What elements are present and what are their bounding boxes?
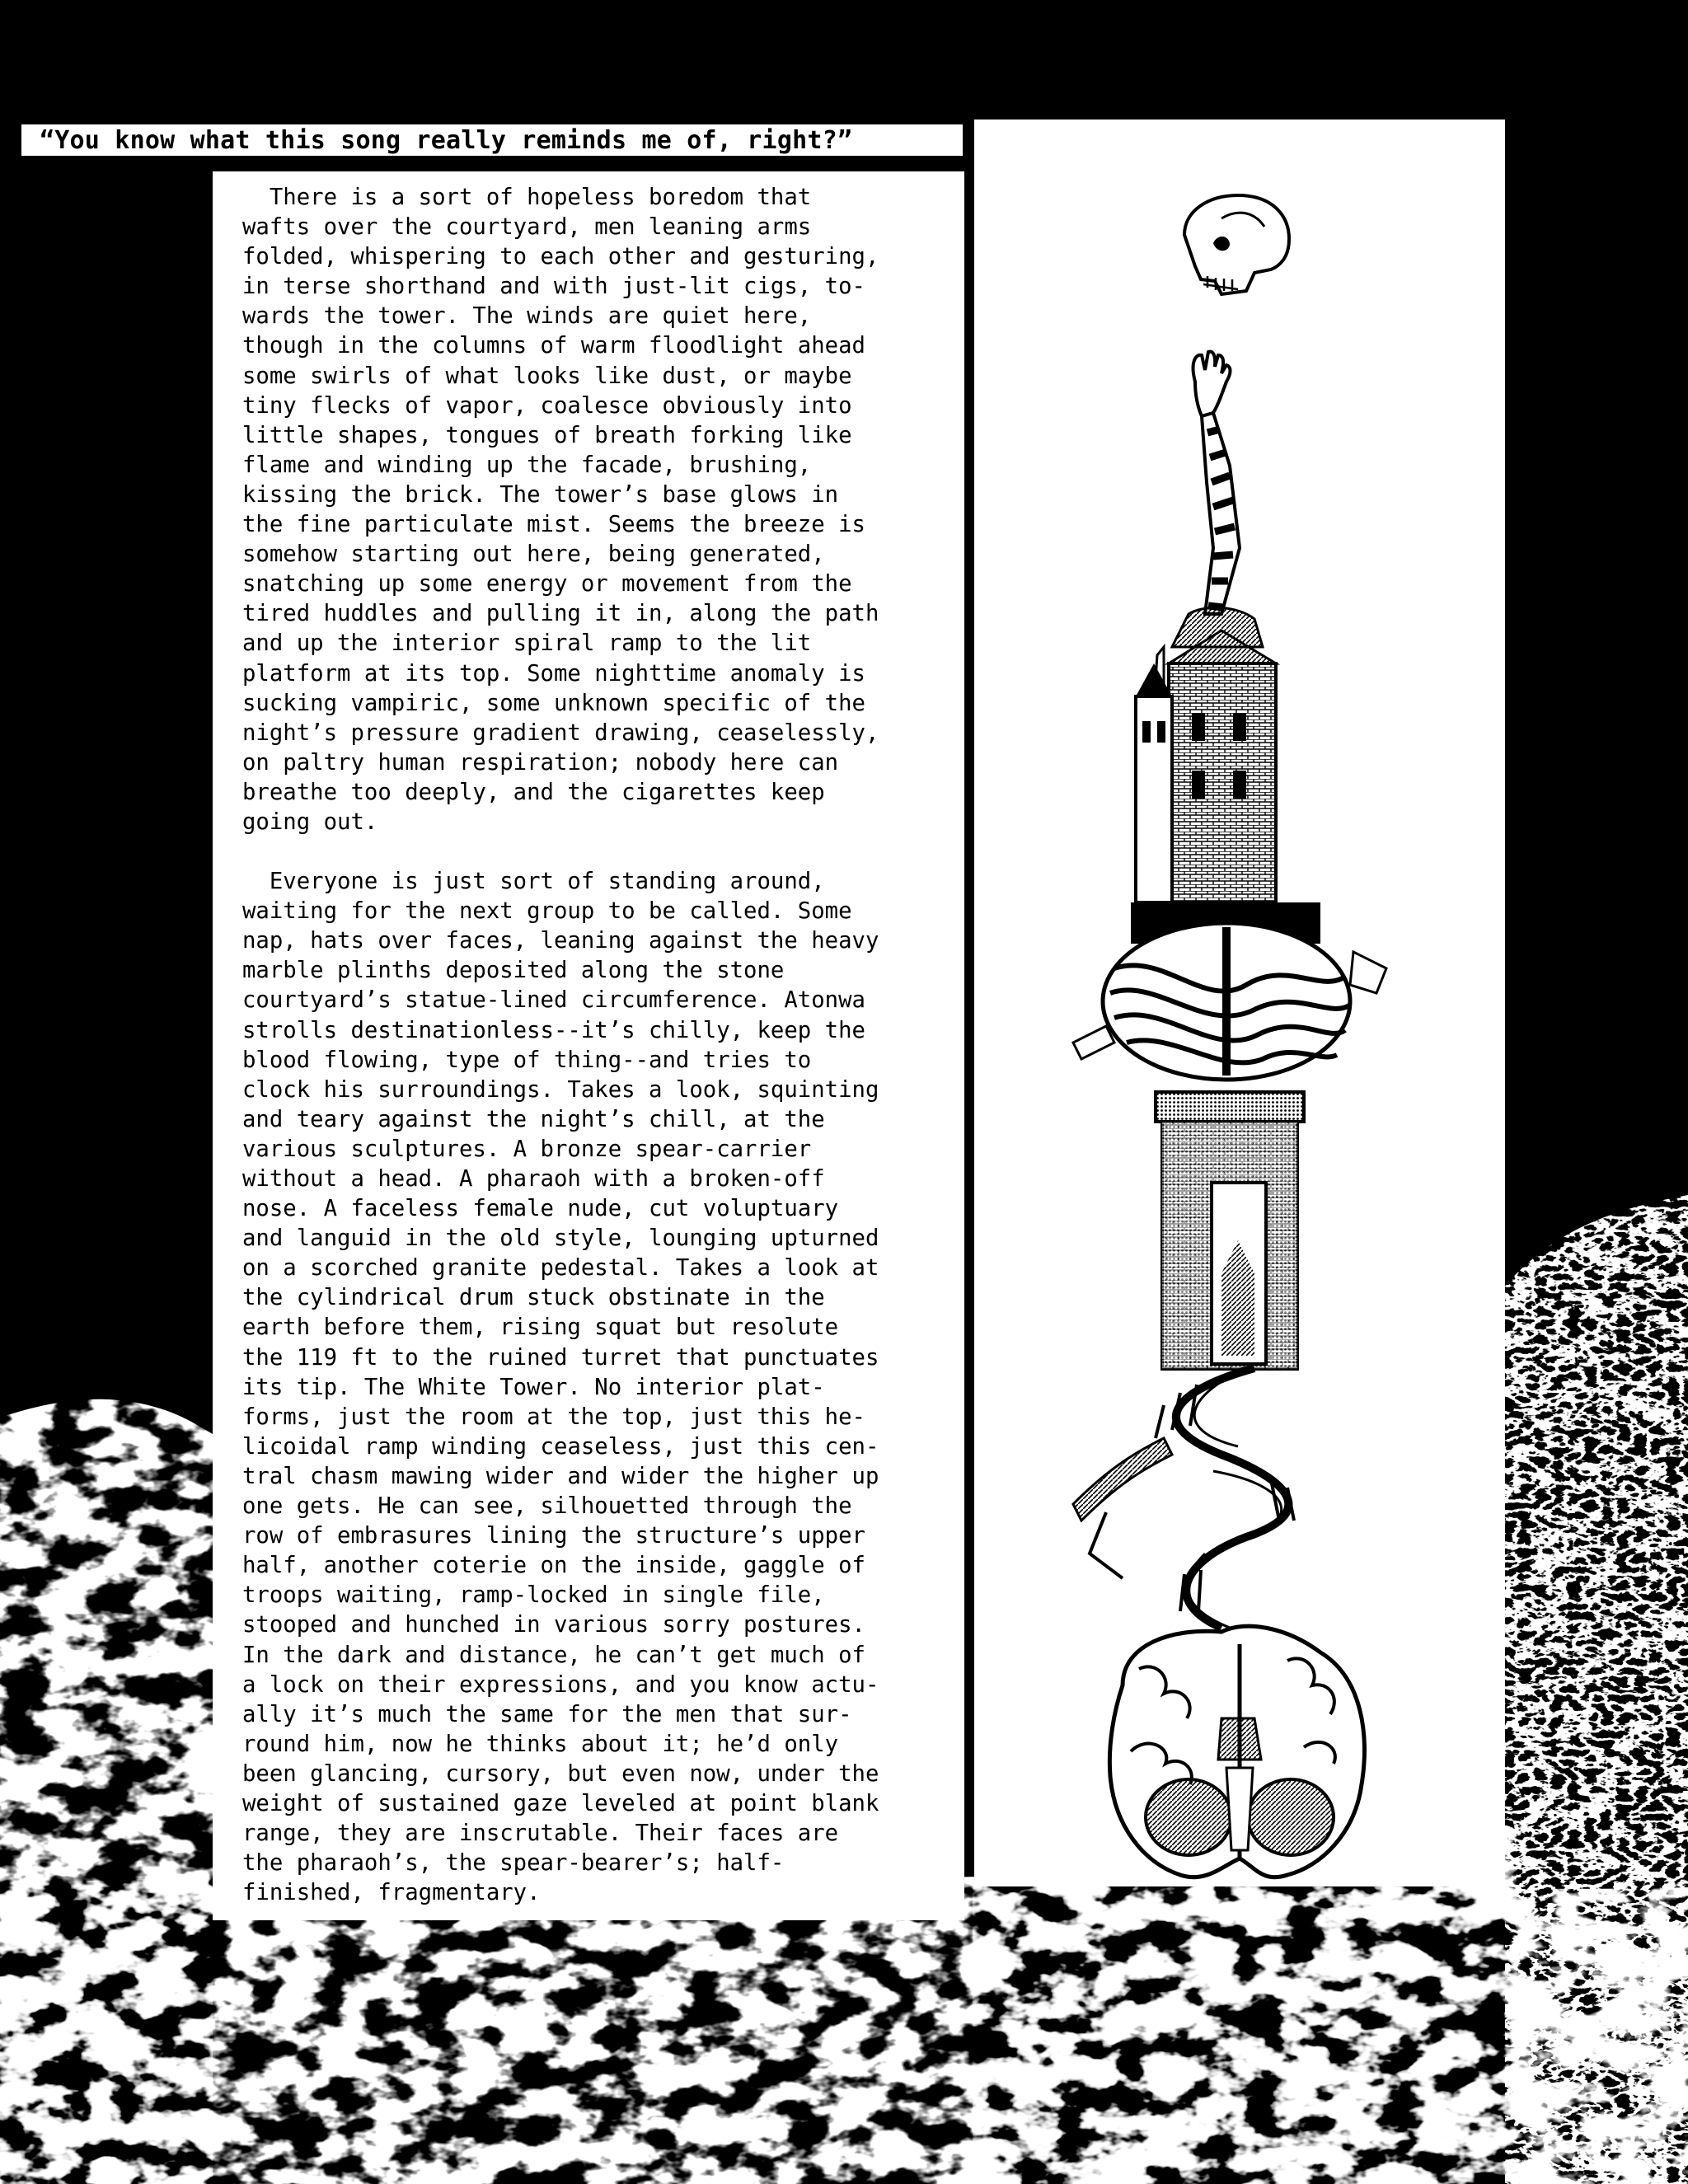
story-text-column (213, 171, 964, 1920)
collage-illustration-panel (974, 120, 1505, 1886)
surreal-tower-collage (974, 120, 1505, 1886)
spiral-staircase-icon (1073, 1368, 1294, 1628)
story-paragraph-1: There is a sort of hopeless boredom that wafts over the courtyard, men leaning arms folded, whispering to each other and gesturing, in terse shorthand and with just-lit cigs, to- wards the tower. The winds are quiet here, though in the columns of warm floodlight ahead some swirls of what looks like dust, or maybe tiny flecks of vapor, coalesce obviously into little shapes, tongues of breath forking like flame and winding up the facade, brushing, kissing the brick. The tower’s base glows in the fine particulate mist. Seems the breeze is somehow starting out here, being generated, snatching up some energy or movement from the tired huddles and pulling it in, along the path and up the interior spiral ramp to the lit platform at its top. Some nighttime anomaly is sucking vampiric, some unknown specific of the night’s pressure gradient drawing, ceaselessly, on paltry human respiration; nobody here can breathe too deeply, and the cigarettes keep going out. (242, 185, 879, 835)
pull-quote: “You know what this song really reminds me of, right?” (40, 125, 853, 155)
castle-icon (1136, 630, 1276, 902)
ribcage-icon (1073, 902, 1386, 1080)
brain-icon (1109, 1626, 1364, 1877)
skull-icon (1184, 195, 1289, 294)
stone-doorway-icon (1156, 1092, 1304, 1369)
pull-quote-banner (18, 121, 966, 159)
raised-arm-icon (1172, 352, 1263, 647)
story-paragraph-2: Everyone is just sort of standing around, waiting for the next group to be called. Some nap, hats over faces, leaning against the heavy marble plinths deposited along the stone courtyard’s statue-lined circumference. Atonwa strolls destinationless--it’s chilly, keep the blood flowing, type of thing--and tries to clock his surroundings. Takes a look, squinting and teary against the night’s chill, at the various sculptures. A bronze spear-carrier without a head. A pharaoh with a broken-off nose. A faceless female nude, cut voluptuary and languid in the old style, lounging upturned on a scorched granite pedestal. Takes a look at the cylindrical drum stuck obstinate in the earth before them, rising squat but resolute the 119 ft to the ruined turret that punctuates its tip. The White Tower. No interior plat- forms, just the room at the top, just this he- licoidal ramp winding ceaseless, just this cen- tral chasm mawing wider and wider the higher up one gets. He can see, silhouetted through the row of embrasures lining the structure’s upper half, another coterie on the inside, gaggle of troops waiting, ramp-locked in single file, stooped and hunched in various sorry postures. In the dark and distance, he can’t get much of a lock on their expressions, and you know actu- ally it’s much the same for the men that sur- round him, now he thinks about it; he’d only been glancing, cursory, but even now, under the weight of sustained gaze leveled at point blank range, they are inscrutable. Their faces are the pharaoh’s, the spear-bearer’s; half- finished, fragmentary. (242, 869, 879, 1906)
